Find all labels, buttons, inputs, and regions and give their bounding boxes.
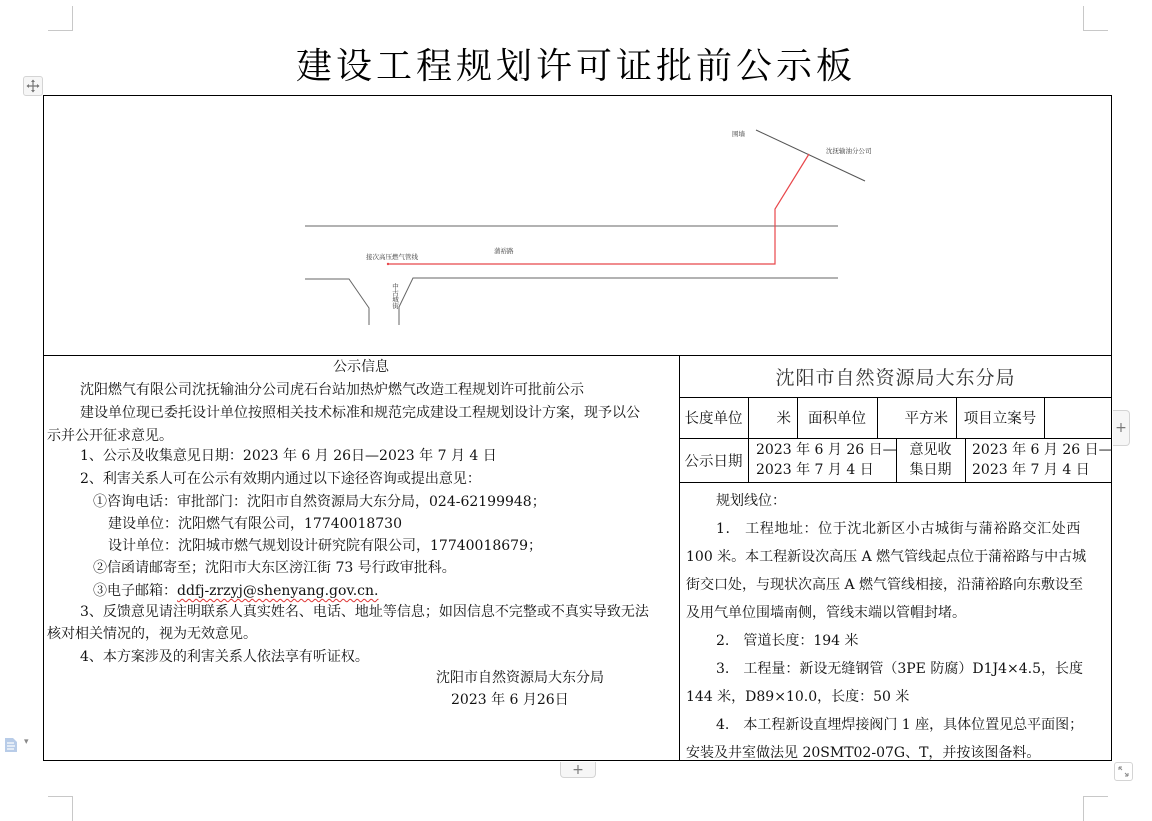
collect-date-label <box>896 440 965 480</box>
notice-intro-line2: 示并公开征求意见。 <box>47 428 173 444</box>
notice-email-prefix: ③电子邮箱： <box>93 583 177 599</box>
crop-mark-bottom-left <box>48 796 73 821</box>
crop-mark-top-right <box>1083 6 1108 31</box>
plan-p1-line1: 1. 工程地址：位于沈北新区小古城街与蒲裕路交汇处西 <box>716 521 1081 537</box>
notice-item-3-line1: 3、反馈意见请注明联系人真实姓名、电话、地址等信息；如因信息不完整或不真实导致无法 <box>80 604 649 620</box>
notice-builder-line: 建设单位：沈阳燃气有限公司，17740018730 <box>108 516 402 532</box>
notice-item-4: 4、本方案涉及的利害关系人依法享有听证权。 <box>80 649 369 665</box>
plan-p3-line2: 144 米，D89×10.0，长度：50 米 <box>686 689 910 705</box>
notice-mail-line: ②信函请邮寄至；沈阳市大东区滂江街 73 号行政审批科。 <box>93 560 456 576</box>
chevron-down-icon: ▾ <box>24 737 29 747</box>
project-no-value <box>1044 397 1112 438</box>
add-row-button[interactable] <box>560 762 596 778</box>
table-resize-handle[interactable] <box>1114 762 1133 781</box>
notice-intro-line1: 建设单位现已委托设计单位按照相关技术标准和规范完成建设工程规划设计方案，现予以公 <box>80 405 640 421</box>
authority-name: 沈阳市自然资源局大东分局 <box>775 366 1016 389</box>
publicity-date-value <box>756 440 896 480</box>
notice-email-link[interactable]: ddfj-zrzyj@shenyang.gov.cn. <box>177 583 379 599</box>
notice-item-3-line2: 核对相关情况的，视为无效意见。 <box>47 626 257 642</box>
publicity-date-line1: 2023 年 6 月 26 日— <box>756 442 897 458</box>
notice-signature-date: 2023 年 6 月26日 <box>451 692 569 708</box>
plan-heading: 规划线位： <box>716 493 786 509</box>
notice-phone-line: ①咨询电话：审批部门：沈阳市自然资源局大东分局，024-62199948； <box>93 494 546 510</box>
area-unit-value: 平方米 <box>904 411 948 427</box>
notice-signature-org: 沈阳市自然资源局大东分局 <box>436 670 604 686</box>
crop-mark-top-left <box>48 6 73 31</box>
plan-p2: 2. 管道长度：194 米 <box>716 633 859 649</box>
divider-dates <box>679 482 1112 483</box>
notice-email-line <box>93 580 378 603</box>
collect-date-label-line2: 集日期 <box>909 462 952 478</box>
notice-designer-line: 设计单位：沈阳城市燃气规划设计研究院有限公司，17740018679； <box>108 538 542 554</box>
collect-date-value <box>972 440 1113 480</box>
document-icon-button[interactable] <box>4 737 34 753</box>
label-wall: 围墙 <box>732 130 745 138</box>
label-road-zhonggucheng: 中古城街 <box>391 283 399 309</box>
collect-date-label-line1: 意见收 <box>909 442 952 458</box>
pipeline-route <box>388 154 809 264</box>
plan-p1-line2: 100 米。本工程新设次高压 A 燃气管线起点位于蒲裕路与中古城 <box>686 549 1087 565</box>
dates-col-3 <box>965 438 966 482</box>
collect-date-line2: 2023 年 7 月 4 日 <box>972 462 1090 478</box>
company-wall <box>756 130 865 181</box>
notice-item-1: 1、公示及收集意见日期：2023 年 6 月 26日—2023 年 7 月 4 日 <box>80 448 497 464</box>
label-connect-pipeline: 接次高压燃气管线 <box>366 253 418 261</box>
length-unit-label: 长度单位 <box>684 411 743 427</box>
table-move-handle[interactable] <box>23 76 43 96</box>
project-no-label: 项目立案号 <box>963 411 1037 427</box>
road-south-edge-west <box>305 279 369 325</box>
plan-p1-line3: 街交口处，与现状次高压 A 燃气管线相接，沿蒲裕路向东敷设至 <box>686 577 1084 593</box>
label-road-puyu: 蒲裕路 <box>494 247 514 255</box>
document-title: 建设工程规划许可证批前公示板 <box>295 46 856 87</box>
document-icon <box>4 737 18 753</box>
plan-p4-line1: 4. 本工程新设直埋焊接阀门 1 座，具体位置见总平面图； <box>716 717 1084 733</box>
notice-item-2: 2、利害关系人可在公示有效期内通过以下途径咨询或提出意见： <box>80 471 481 487</box>
site-plan-drawing <box>44 96 1111 354</box>
plan-p1-line4: 及用气单位围墙南侧，管线末端以管帽封堵。 <box>686 605 966 621</box>
publicity-date-line2: 2023 年 7 月 4 日 <box>756 462 874 478</box>
area-unit-label: 面积单位 <box>808 411 866 427</box>
resize-diagonal-icon <box>1117 765 1130 778</box>
notice-heading: 公示信息 <box>333 359 389 375</box>
plan-details <box>686 487 1108 767</box>
road-south-edge-east <box>399 278 838 325</box>
plus-icon: + <box>572 761 584 778</box>
plan-p4-line2: 安装及井室做法见 20SMT02-07G、T，并按该图备料。 <box>686 745 1041 761</box>
collect-date-line1: 2023 年 6 月 26 日— <box>972 442 1113 458</box>
add-column-button[interactable] <box>1113 410 1130 446</box>
length-unit-value: 米 <box>776 411 791 427</box>
plan-p3-line1: 3. 工程量：新设无缝钢管（3PE 防腐）D1J4×4.5，长度 <box>716 661 1083 677</box>
crop-mark-bottom-right <box>1083 796 1108 821</box>
move-arrows-icon <box>26 79 40 93</box>
notice-project-name: 沈阳燃气有限公司沈抚输油分公司虎石台站加热炉燃气改造工程规划许可批前公示 <box>80 382 584 398</box>
plus-icon: + <box>1115 420 1127 436</box>
label-company: 沈抚输油分公司 <box>826 147 872 155</box>
publicity-date-label: 公示日期 <box>684 453 743 470</box>
